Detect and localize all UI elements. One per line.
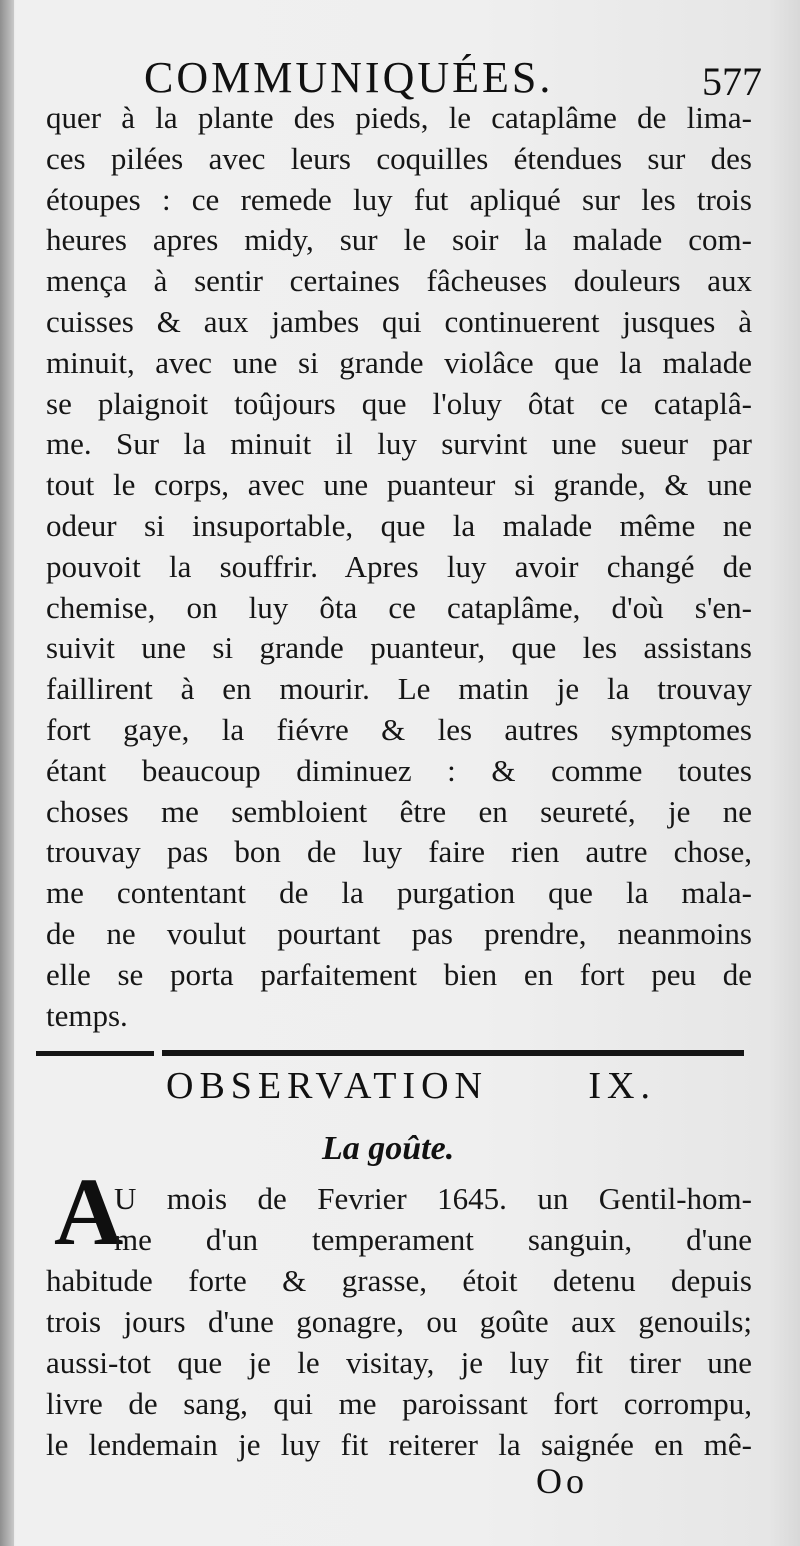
text-line-last: temps.	[46, 997, 128, 1033]
text-line: odeur si insuportable, que la malade même ne	[46, 507, 752, 543]
text-line: aussi-tot que je le visitay, je luy fit tirer une	[46, 1345, 752, 1380]
text-line: heures apres midy, sur le soir la malade com-	[46, 222, 752, 258]
text-line: livre de sang, qui me paroissant fort corrompu,	[46, 1386, 752, 1421]
divider-rule-long	[162, 1050, 744, 1056]
continuation-text	[46, 98, 752, 1036]
text-line: de ne voulut pourtant pas prendre, neanmoins	[46, 915, 752, 951]
divider-rule-short	[36, 1051, 154, 1056]
page-gutter	[0, 0, 14, 1546]
section-divider	[36, 1048, 744, 1060]
text-line: ces pilées avec leurs coquilles étendues sur des	[46, 140, 752, 176]
text-line: me contentant de la purgation que la mala-	[46, 875, 752, 911]
text-line: se plaignoit toûjours que l'oluy ôtat ce cataplâ-	[46, 385, 752, 421]
text-line: mença à sentir certaines fâcheuses douleurs aux	[46, 263, 752, 299]
observation-subtitle: La goûte.	[322, 1130, 455, 1167]
text-line: minuit, avec une si grande violâce que la malade	[46, 344, 752, 380]
running-head: COMMUNIQUÉES.	[144, 53, 554, 102]
text-line: me. Sur la minuit il luy survint une sueur par	[46, 426, 752, 462]
text-line: habitude forte & grasse, étoit detenu depuis	[46, 1263, 752, 1298]
page-number: 577	[702, 59, 762, 104]
text-line: chemise, on luy ôta ce cataplâme, d'où s'en-	[46, 589, 752, 625]
signature-mark: Oo	[536, 1461, 588, 1501]
text-line: suivit une si grande puanteur, que les assistans	[46, 630, 752, 666]
text-line: quer à la plante des pieds, le cataplâme de lima-	[46, 100, 752, 135]
text-line: faillirent à en mourir. Le matin je la trouvay	[46, 671, 752, 707]
text-line: cuisses & aux jambes qui continuerent jusques à	[46, 303, 752, 339]
text-line: me d'un temperament sanguin, d'une	[114, 1222, 752, 1257]
observation-text	[46, 1178, 752, 1465]
text-line: trois jours d'une gonagre, ou goûte aux genouils;	[46, 1304, 752, 1339]
observation-heading: OBSERVATION IX.	[166, 1065, 656, 1107]
text-line: pouvoit la souffrir. Apres luy avoir changé de	[46, 548, 752, 584]
text-line: trouvay pas bon de luy faire rien autre chose,	[46, 834, 752, 870]
text-line: le lendemain je luy fit reiterer la saignée en mê-	[46, 1427, 752, 1462]
drop-cap: A	[54, 1158, 124, 1265]
text-line: étant beaucoup diminuez : & comme toutes	[46, 752, 752, 788]
text-line: elle se porta parfaitement bien en fort peu de	[46, 956, 752, 992]
text-line: U mois de Fevrier 1645. un Gentil-hom-	[114, 1181, 752, 1216]
text-line: tout le corps, avec une puanteur si grande, & une	[46, 467, 752, 503]
text-line: fort gaye, la fiévre & les autres symptomes	[46, 711, 752, 747]
text-line: choses me sembloient être en seureté, je ne	[46, 793, 752, 829]
text-line: étoupes : ce remede luy fut apliqué sur les trois	[46, 181, 752, 217]
